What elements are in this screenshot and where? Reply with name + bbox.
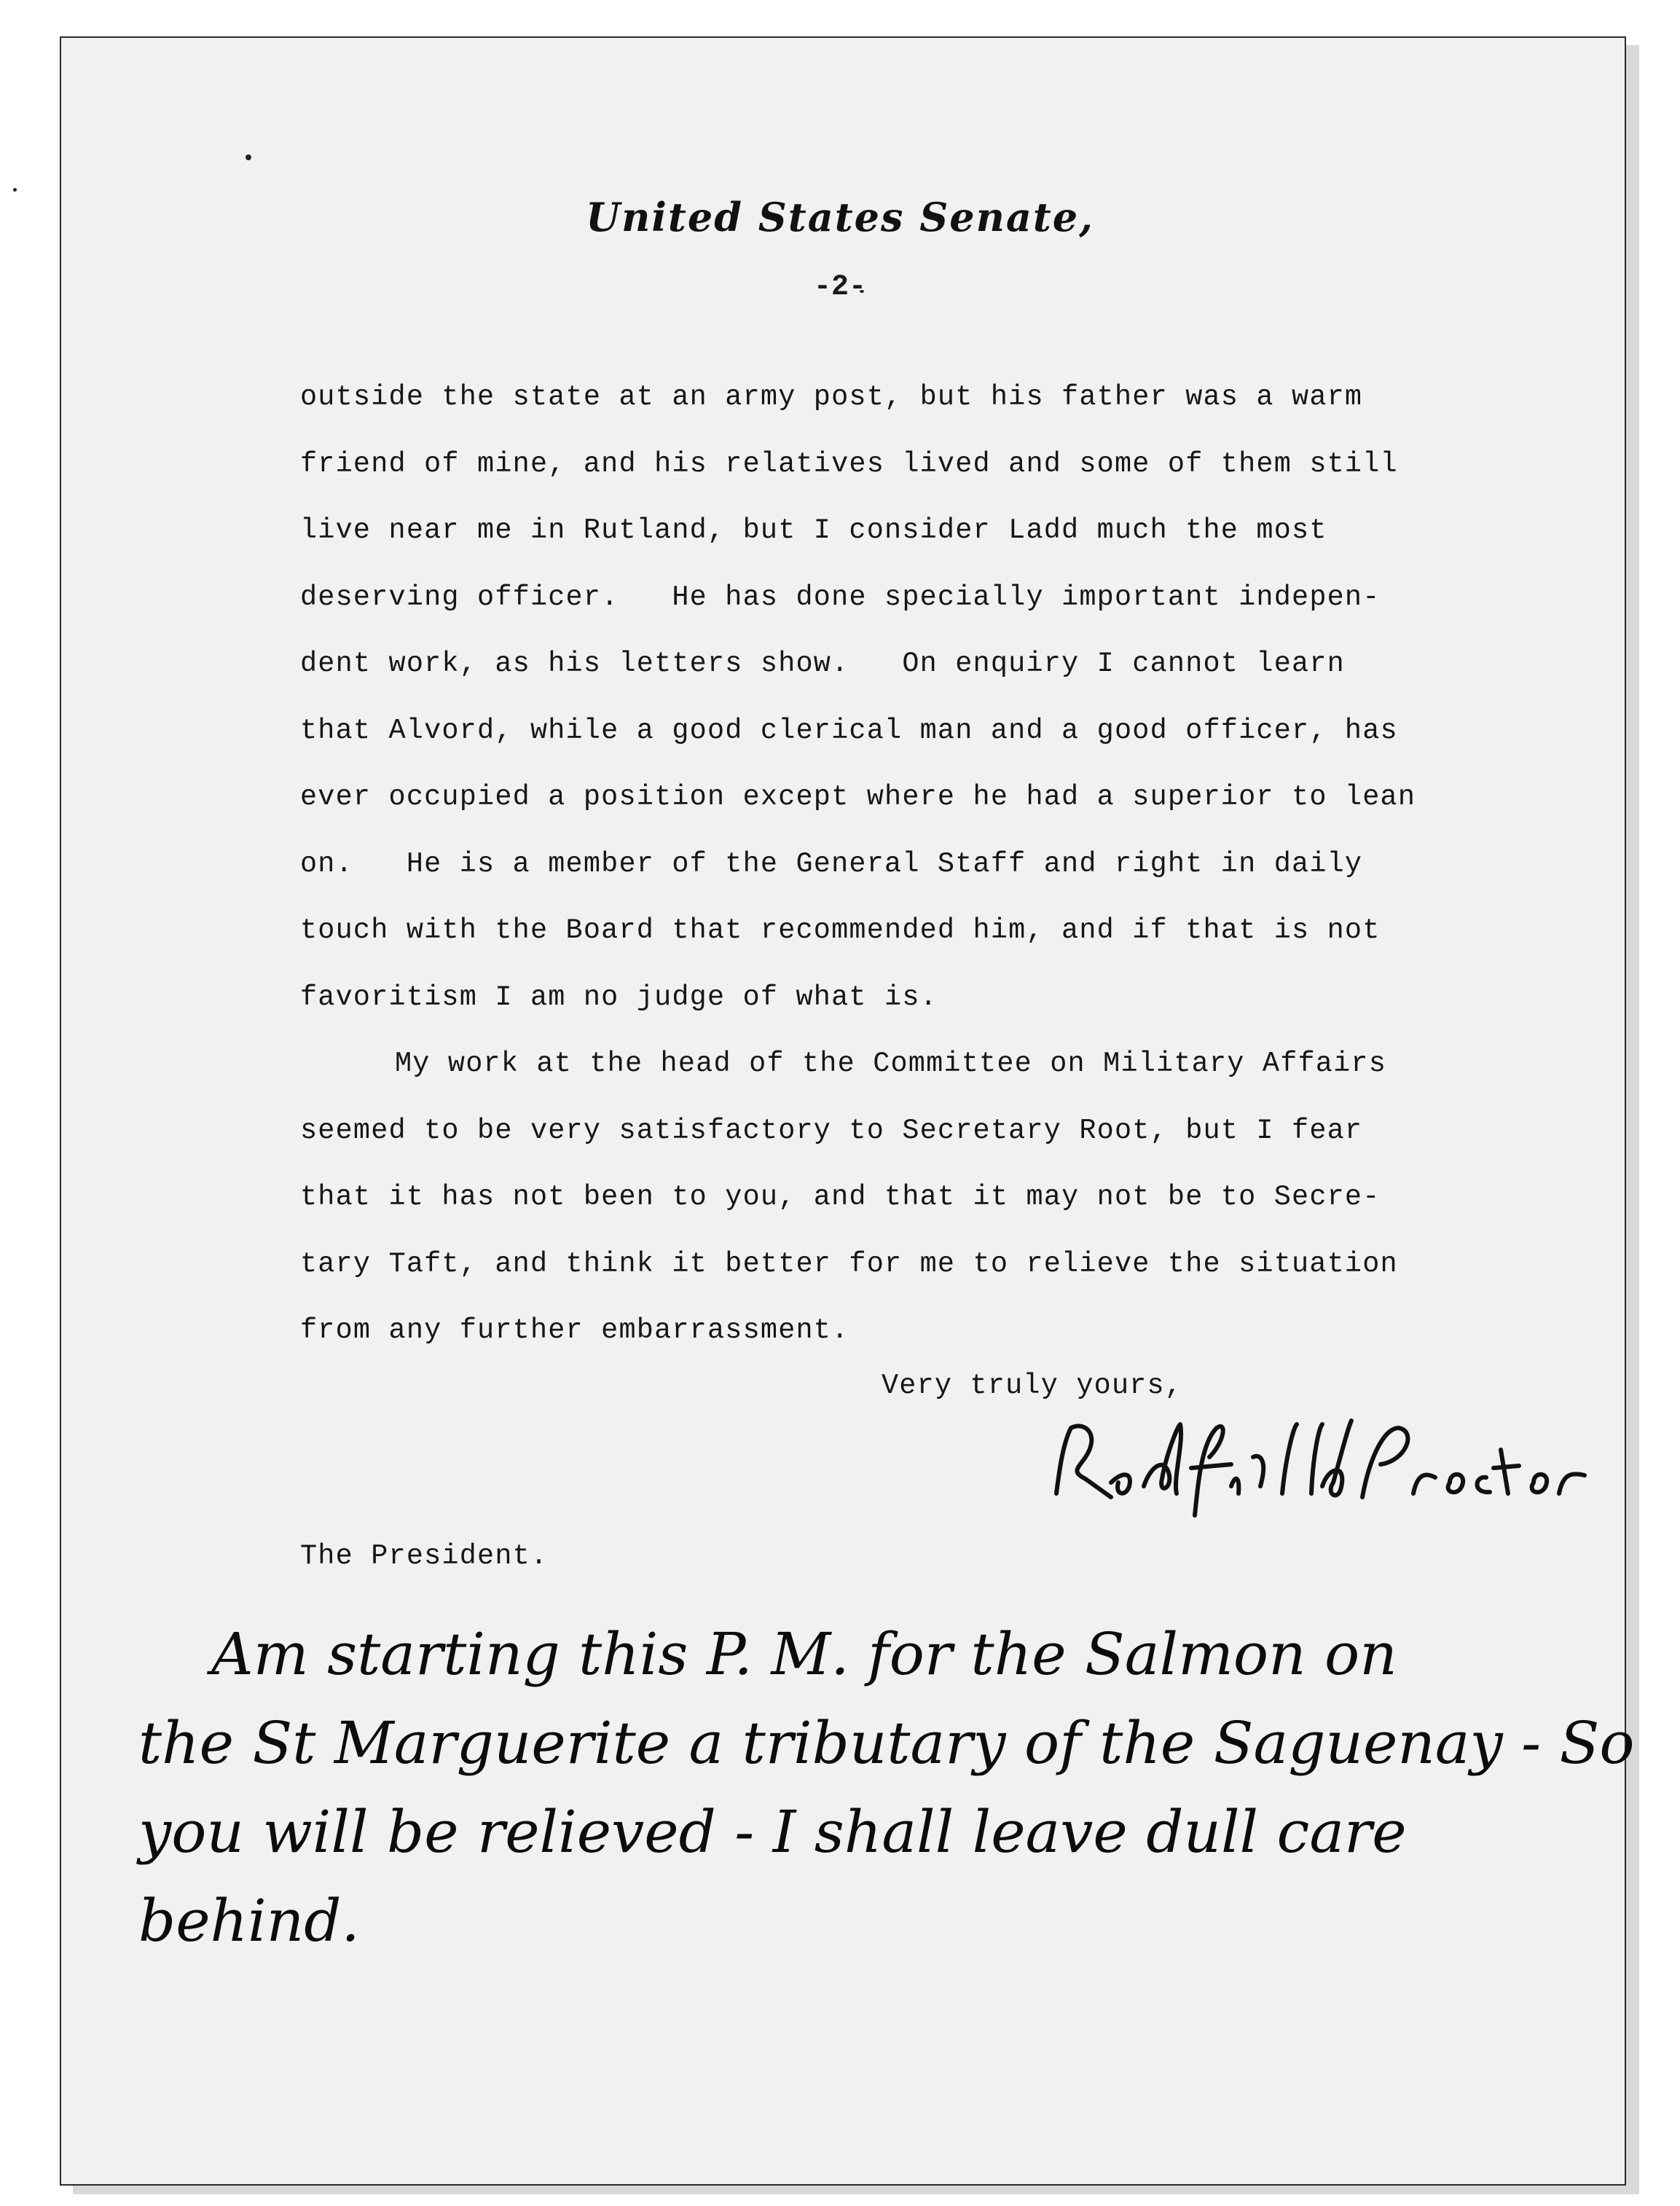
body-line: ever occupied a position except where he had a superior to lean: [300, 781, 1416, 813]
body-line: that Alvord, while a good clerical man and a good officer, has: [300, 714, 1398, 747]
handwritten-line: behind.: [138, 1887, 360, 1955]
body-line: friend of mine, and his relatives lived and some of them still: [300, 447, 1398, 480]
body-line: dent work, as his letters show. On enquiry I cannot learn: [300, 648, 1345, 680]
ink-speck: [246, 154, 251, 160]
handwritten-line: you will be relieved - I shall leave dull care: [138, 1798, 1407, 1866]
ink-speck: [13, 188, 17, 192]
body-line: tary Taft, and think it better for me to relieve the situation: [300, 1247, 1398, 1280]
closing-salutation: Very truly yours,: [882, 1370, 1183, 1402]
body-line: touch with the Board that recommended him, and if that is not: [300, 914, 1381, 946]
body-line: My work at the head of the Committee on Military Affairs: [395, 1048, 1387, 1080]
body-line: live near me in Rutland, but I consider Ladd much the most: [300, 514, 1327, 546]
handwritten-line: Am starting this P. M. for the Salmon on: [211, 1620, 1397, 1688]
page-number: -2-: [813, 271, 866, 304]
body-line: deserving officer. He has done specially important indepen-: [300, 581, 1381, 613]
handwritten-note: [138, 1610, 1635, 1966]
body-line: from any further embarrassment.: [300, 1314, 849, 1346]
addressee: The President.: [300, 1540, 549, 1572]
body-line: outside the state at an army post, but his father was a warm: [300, 381, 1363, 413]
body-line: on. He is a member of the General Staff and right in daily: [300, 847, 1363, 880]
letterhead-title: United States Senate,: [586, 194, 1094, 240]
body-line: favoritism I am no judge of what is.: [300, 981, 938, 1013]
signature: [1042, 1413, 1603, 1523]
handwritten-line: the St Marguerite a tributary of the Saguenay - So: [138, 1709, 1635, 1777]
letter-body: [300, 364, 1553, 1365]
body-line: seemed to be very satisfactory to Secretary Root, but I fear: [300, 1114, 1363, 1147]
body-line: that it has not been to you, and that it may not be to Secre-: [300, 1181, 1381, 1213]
